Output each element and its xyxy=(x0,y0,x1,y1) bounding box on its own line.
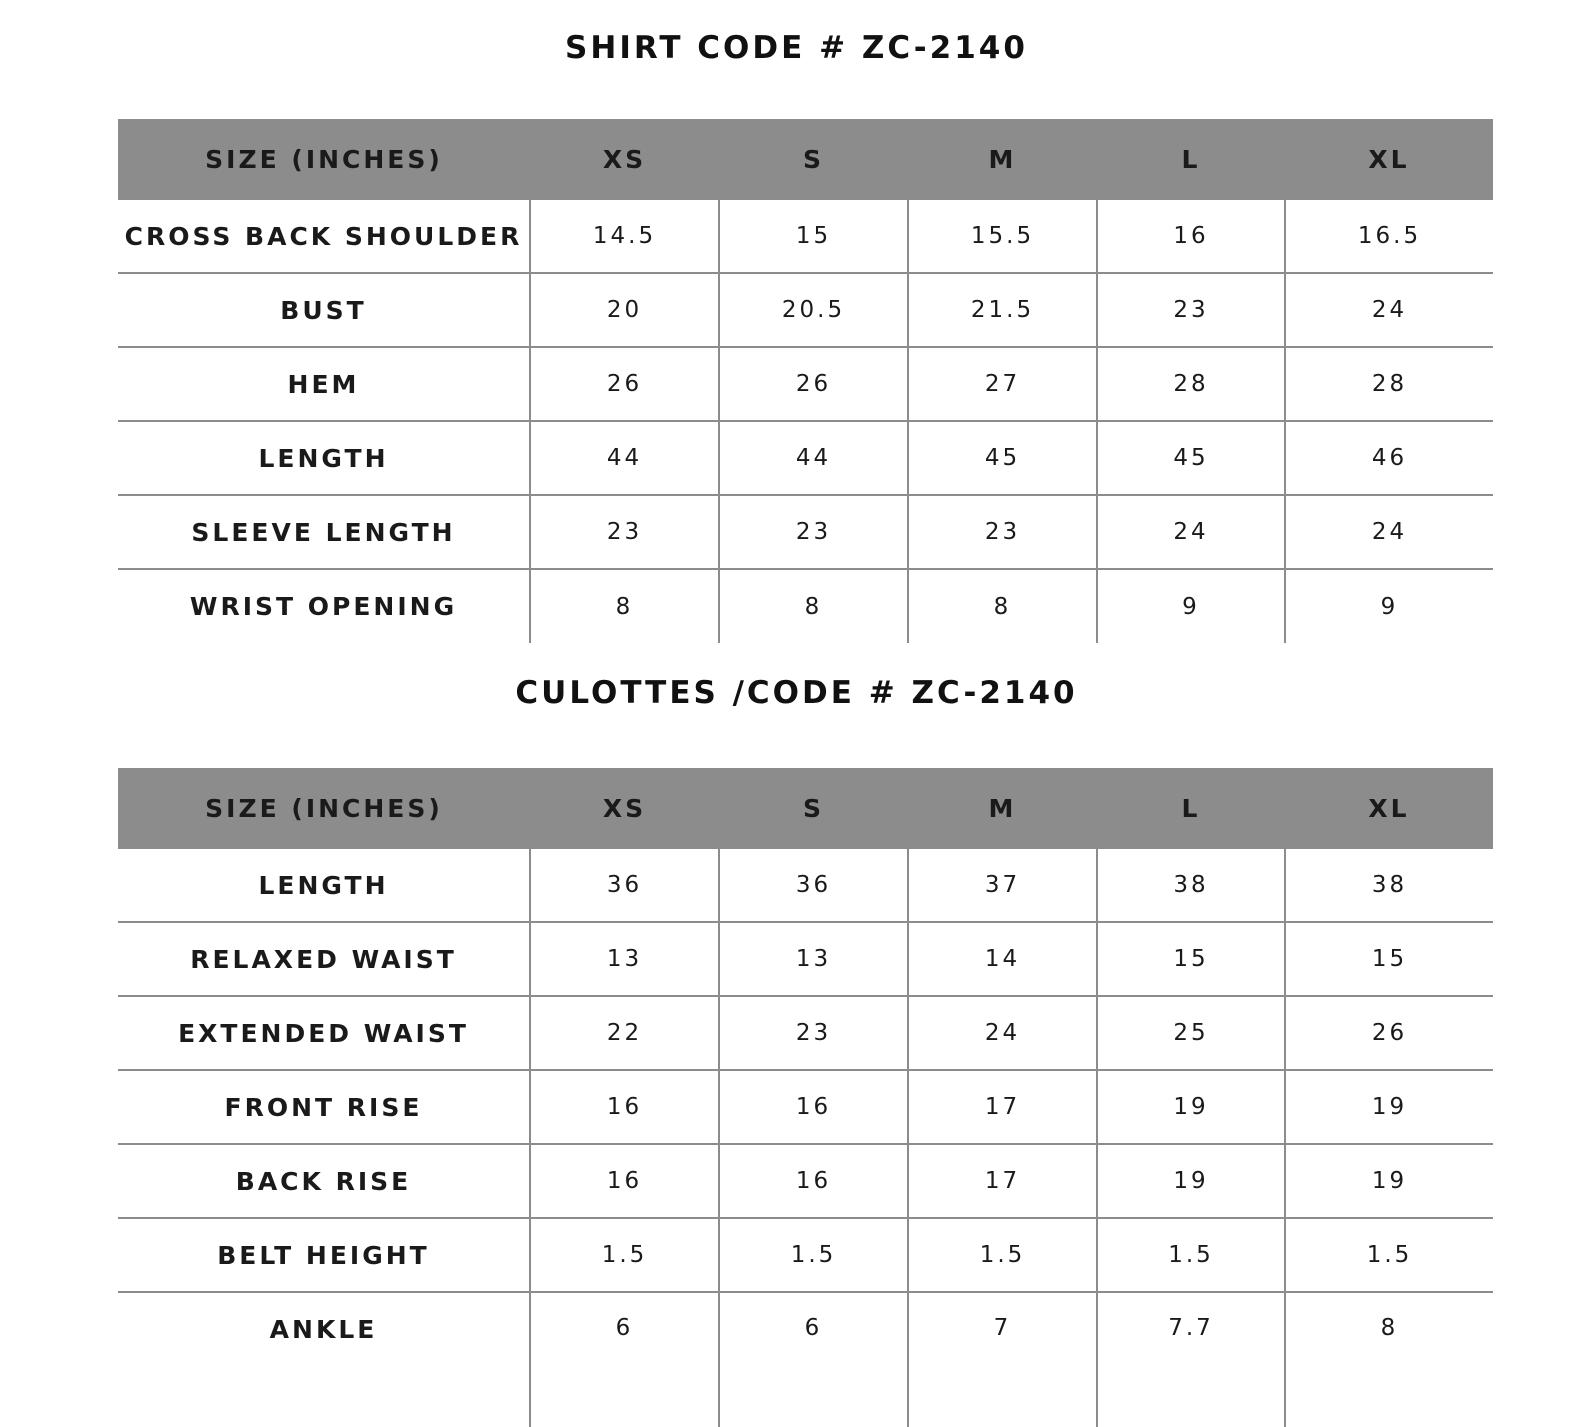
measurement-value: 14 xyxy=(908,922,1097,996)
culottes-size-table xyxy=(118,768,1493,1427)
table-header-row xyxy=(118,119,1493,200)
table-row xyxy=(118,849,1493,922)
measurement-value: 7.7 xyxy=(1097,1292,1285,1427)
measurement-value: 1.5 xyxy=(1285,1218,1493,1292)
measurement-label: BACK RISE xyxy=(118,1144,530,1218)
table-row xyxy=(118,495,1493,569)
measurement-value: 1.5 xyxy=(1097,1218,1285,1292)
size-xs-header: XS xyxy=(530,119,719,200)
size-xl-header: XL xyxy=(1285,768,1493,849)
table-row xyxy=(118,200,1493,273)
measurement-value: 14.5 xyxy=(530,200,719,273)
measurement-value: 24 xyxy=(1285,273,1493,347)
measurement-value: 38 xyxy=(1285,849,1493,922)
size-l-header: L xyxy=(1097,119,1285,200)
measurement-value: 45 xyxy=(1097,421,1285,495)
measurement-value: 7 xyxy=(908,1292,1097,1427)
measurement-value: 19 xyxy=(1097,1144,1285,1218)
measurement-value: 13 xyxy=(719,922,908,996)
measurement-value: 19 xyxy=(1285,1144,1493,1218)
measurement-label: EXTENDED WAIST xyxy=(118,996,530,1070)
size-s-header: S xyxy=(719,768,908,849)
table-row xyxy=(118,922,1493,996)
measurement-value: 45 xyxy=(908,421,1097,495)
measurement-value: 44 xyxy=(530,421,719,495)
size-s-header: S xyxy=(719,119,908,200)
measurement-value: 15 xyxy=(1285,922,1493,996)
measurement-value: 6 xyxy=(719,1292,908,1427)
measurement-value: 15 xyxy=(719,200,908,273)
measurement-label: WRIST OPENING xyxy=(189,592,458,621)
measurement-value: 37 xyxy=(908,849,1097,922)
measurement-value: 16.5 xyxy=(1285,200,1493,273)
measurement-value: 8 xyxy=(908,569,1097,643)
measurement-value: 6 xyxy=(530,1292,719,1427)
size-xl-header: XL xyxy=(1285,119,1493,200)
measurement-label: LENGTH xyxy=(118,421,530,495)
measurement-value: 28 xyxy=(1285,347,1493,421)
measurement-value: 17 xyxy=(908,1144,1097,1218)
measurement-value: 8 xyxy=(530,569,719,643)
table-row xyxy=(118,569,1493,643)
measurement-value: 16 xyxy=(530,1070,719,1144)
measurement-value: 23 xyxy=(719,495,908,569)
measurement-value: 28 xyxy=(1097,347,1285,421)
table-row xyxy=(118,1144,1493,1218)
measurement-value: 16 xyxy=(1097,200,1285,273)
measurement-value: 9 xyxy=(1285,569,1493,643)
measurement-label: SLEEVE LENGTH xyxy=(118,495,530,569)
culottes-chart-title: CULOTTES /CODE # ZC-2140 xyxy=(515,675,1078,711)
measurement-value: 1.5 xyxy=(530,1218,719,1292)
measurement-value: 8 xyxy=(719,569,908,643)
measurement-value: 17 xyxy=(908,1070,1097,1144)
table-row xyxy=(118,1070,1493,1144)
measurement-value: 24 xyxy=(1285,495,1493,569)
measurement-value: 23 xyxy=(530,495,719,569)
measurement-value: 21.5 xyxy=(908,273,1097,347)
measurement-value: 13 xyxy=(530,922,719,996)
shirt-chart-title: SHIRT CODE # ZC-2140 xyxy=(565,30,1028,66)
table-row xyxy=(118,996,1493,1070)
size-column-header: SIZE (INCHES) xyxy=(118,119,530,200)
measurement-value: 24 xyxy=(1097,495,1285,569)
measurement-label: RELAXED WAIST xyxy=(118,922,530,996)
measurement-value: 19 xyxy=(1285,1070,1493,1144)
measurement-value: 26 xyxy=(1285,996,1493,1070)
measurement-value: 26 xyxy=(530,347,719,421)
measurement-label: ANKLE xyxy=(269,1315,378,1344)
table-header-row xyxy=(118,768,1493,849)
size-l-header: L xyxy=(1097,768,1285,849)
table-row xyxy=(118,421,1493,495)
measurement-value: 23 xyxy=(908,495,1097,569)
size-m-header: M xyxy=(908,119,1097,200)
measurement-label: BELT HEIGHT xyxy=(118,1218,530,1292)
measurement-value: 20.5 xyxy=(719,273,908,347)
measurement-label: HEM xyxy=(118,347,530,421)
measurement-value: 22 xyxy=(530,996,719,1070)
measurement-label: CROSS BACK SHOULDER xyxy=(118,200,530,273)
measurement-value: 1.5 xyxy=(719,1218,908,1292)
measurement-label: BUST xyxy=(118,273,530,347)
measurement-value: 16 xyxy=(530,1144,719,1218)
table-row xyxy=(118,1218,1493,1292)
table-row xyxy=(118,273,1493,347)
measurement-value: 19 xyxy=(1097,1070,1285,1144)
measurement-value: 38 xyxy=(1097,849,1285,922)
measurement-value: 8 xyxy=(1285,1292,1493,1427)
measurement-value: 25 xyxy=(1097,996,1285,1070)
size-m-header: M xyxy=(908,768,1097,849)
measurement-value: 23 xyxy=(1097,273,1285,347)
table-row xyxy=(118,347,1493,421)
measurement-value: 16 xyxy=(719,1070,908,1144)
measurement-label: LENGTH xyxy=(118,849,530,922)
size-column-header: SIZE (INCHES) xyxy=(118,768,530,849)
measurement-value: 26 xyxy=(719,347,908,421)
shirt-size-table xyxy=(118,119,1493,643)
measurement-value: 15 xyxy=(1097,922,1285,996)
measurement-value: 24 xyxy=(908,996,1097,1070)
measurement-value: 20 xyxy=(530,273,719,347)
size-xs-header: XS xyxy=(530,768,719,849)
measurement-value: 46 xyxy=(1285,421,1493,495)
measurement-value: 16 xyxy=(719,1144,908,1218)
measurement-value: 23 xyxy=(719,996,908,1070)
measurement-value: 36 xyxy=(530,849,719,922)
table-row xyxy=(118,1292,1493,1427)
measurement-value: 15.5 xyxy=(908,200,1097,273)
measurement-value: 36 xyxy=(719,849,908,922)
measurement-value: 27 xyxy=(908,347,1097,421)
measurement-value: 1.5 xyxy=(908,1218,1097,1292)
measurement-label: FRONT RISE xyxy=(118,1070,530,1144)
measurement-value: 44 xyxy=(719,421,908,495)
measurement-value: 9 xyxy=(1097,569,1285,643)
